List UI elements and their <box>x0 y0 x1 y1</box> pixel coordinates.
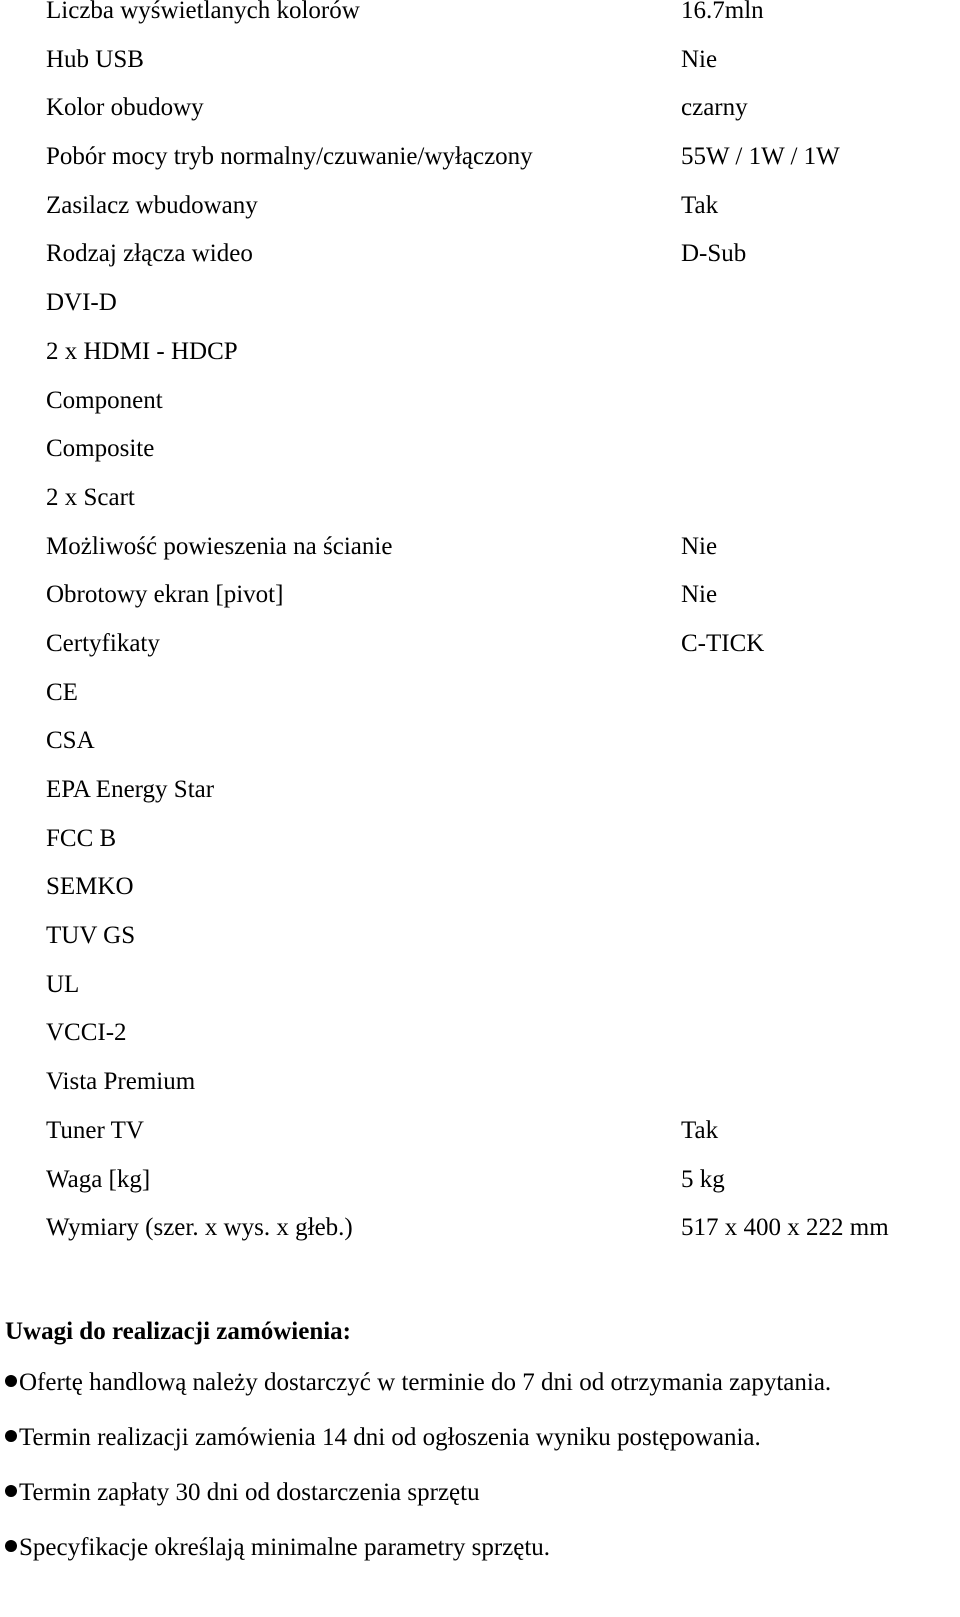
spec-label: Vista Premium <box>46 1068 196 1096</box>
spec-label: 2 x Scart <box>46 483 135 511</box>
spec-row <box>46 36 946 85</box>
spec-label: UL <box>46 970 80 998</box>
spec-row <box>46 766 946 815</box>
spec-value: Tak <box>681 191 719 219</box>
list-item-text: Termin zapłaty 30 dni od dostarczenia sprzętu <box>19 1479 480 1506</box>
spec-value: Nie <box>681 581 718 609</box>
spec-label: Rodzaj złącza wideo <box>46 240 253 268</box>
list-item <box>5 1472 831 1527</box>
spec-row <box>46 717 946 766</box>
spec-value: C-TICK <box>681 629 765 657</box>
spec-label: Możliwość powieszenia na ścianie <box>46 532 393 560</box>
spec-row <box>46 1009 946 1058</box>
spec-value: Nie <box>681 45 718 73</box>
bullet-icon <box>5 1540 17 1552</box>
spec-label: Wymiary (szer. x wys. x głeb.) <box>46 1214 353 1242</box>
spec-label: 2 x HDMI - HDCP <box>46 337 238 365</box>
spec-label: Hub USB <box>46 45 144 73</box>
spec-label: Kolor obudowy <box>46 94 204 122</box>
notes-list <box>5 1362 831 1582</box>
spec-label: Tuner TV <box>46 1116 144 1144</box>
spec-value: 16.7mln <box>681 0 764 24</box>
list-item <box>5 1527 831 1582</box>
spec-value: czarny <box>681 94 748 122</box>
spec-row <box>46 1156 946 1205</box>
spec-row <box>46 230 946 279</box>
notes-heading: Uwagi do realizacji zamówienia: <box>5 1318 351 1345</box>
list-item-text: Specyfikacje określają minimalne parametry sprzętu. <box>19 1534 551 1561</box>
spec-row <box>46 1058 946 1107</box>
spec-row <box>46 912 946 961</box>
list-item <box>5 1362 831 1417</box>
spec-label: Composite <box>46 435 155 463</box>
spec-value: D-Sub <box>681 240 747 268</box>
spec-row <box>46 377 946 426</box>
spec-row <box>46 620 946 669</box>
spec-label: FCC B <box>46 824 117 852</box>
spec-row <box>46 523 946 572</box>
spec-row <box>46 863 946 912</box>
spec-label: DVI-D <box>46 289 117 317</box>
spec-row <box>46 0 946 36</box>
spec-row <box>46 182 946 231</box>
bullet-icon <box>5 1430 17 1442</box>
spec-label: CSA <box>46 727 95 755</box>
spec-row <box>46 328 946 377</box>
spec-label: CE <box>46 678 78 706</box>
spec-label: EPA Energy Star <box>46 776 215 803</box>
spec-row <box>46 133 946 182</box>
spec-label: SEMKO <box>46 873 134 901</box>
spec-row <box>46 425 946 474</box>
spec-label: Waga [kg] <box>46 1165 151 1193</box>
spec-row <box>46 815 946 864</box>
spec-label: VCCI-2 <box>46 1019 127 1047</box>
spec-row <box>46 474 946 523</box>
spec-label: Component <box>46 386 163 414</box>
spec-row <box>46 1107 946 1156</box>
spec-value: 55W / 1W / 1W <box>681 143 840 171</box>
spec-value: 517 x 400 x 222 mm <box>681 1214 889 1242</box>
spec-row <box>46 1204 946 1253</box>
spec-value: 5 kg <box>681 1165 725 1193</box>
spec-label: Liczba wyświetlanych kolorów <box>46 0 360 24</box>
bullet-icon <box>5 1375 17 1387</box>
spec-row <box>46 279 946 328</box>
spec-row <box>46 961 946 1010</box>
list-item-text: Termin realizacji zamówienia 14 dni od ogłoszenia wyniku postępowania. <box>19 1424 761 1451</box>
spec-label: Pobór mocy tryb normalny/czuwanie/wyłączony <box>46 143 533 171</box>
list-item <box>5 1417 831 1472</box>
spec-row <box>46 84 946 133</box>
bullet-icon <box>5 1485 17 1497</box>
spec-value: Nie <box>681 532 718 560</box>
spec-table <box>46 0 946 1253</box>
spec-label: TUV GS <box>46 922 136 950</box>
spec-row <box>46 571 946 620</box>
spec-label: Certyfikaty <box>46 629 160 657</box>
spec-row <box>46 669 946 718</box>
spec-value: Tak <box>681 1116 719 1144</box>
list-item-text: Ofertę handlową należy dostarczyć w terminie do 7 dni od otrzymania zapytania. <box>19 1369 832 1396</box>
spec-label: Zasilacz wbudowany <box>46 191 258 219</box>
spec-label: Obrotowy ekran [pivot] <box>46 581 284 609</box>
